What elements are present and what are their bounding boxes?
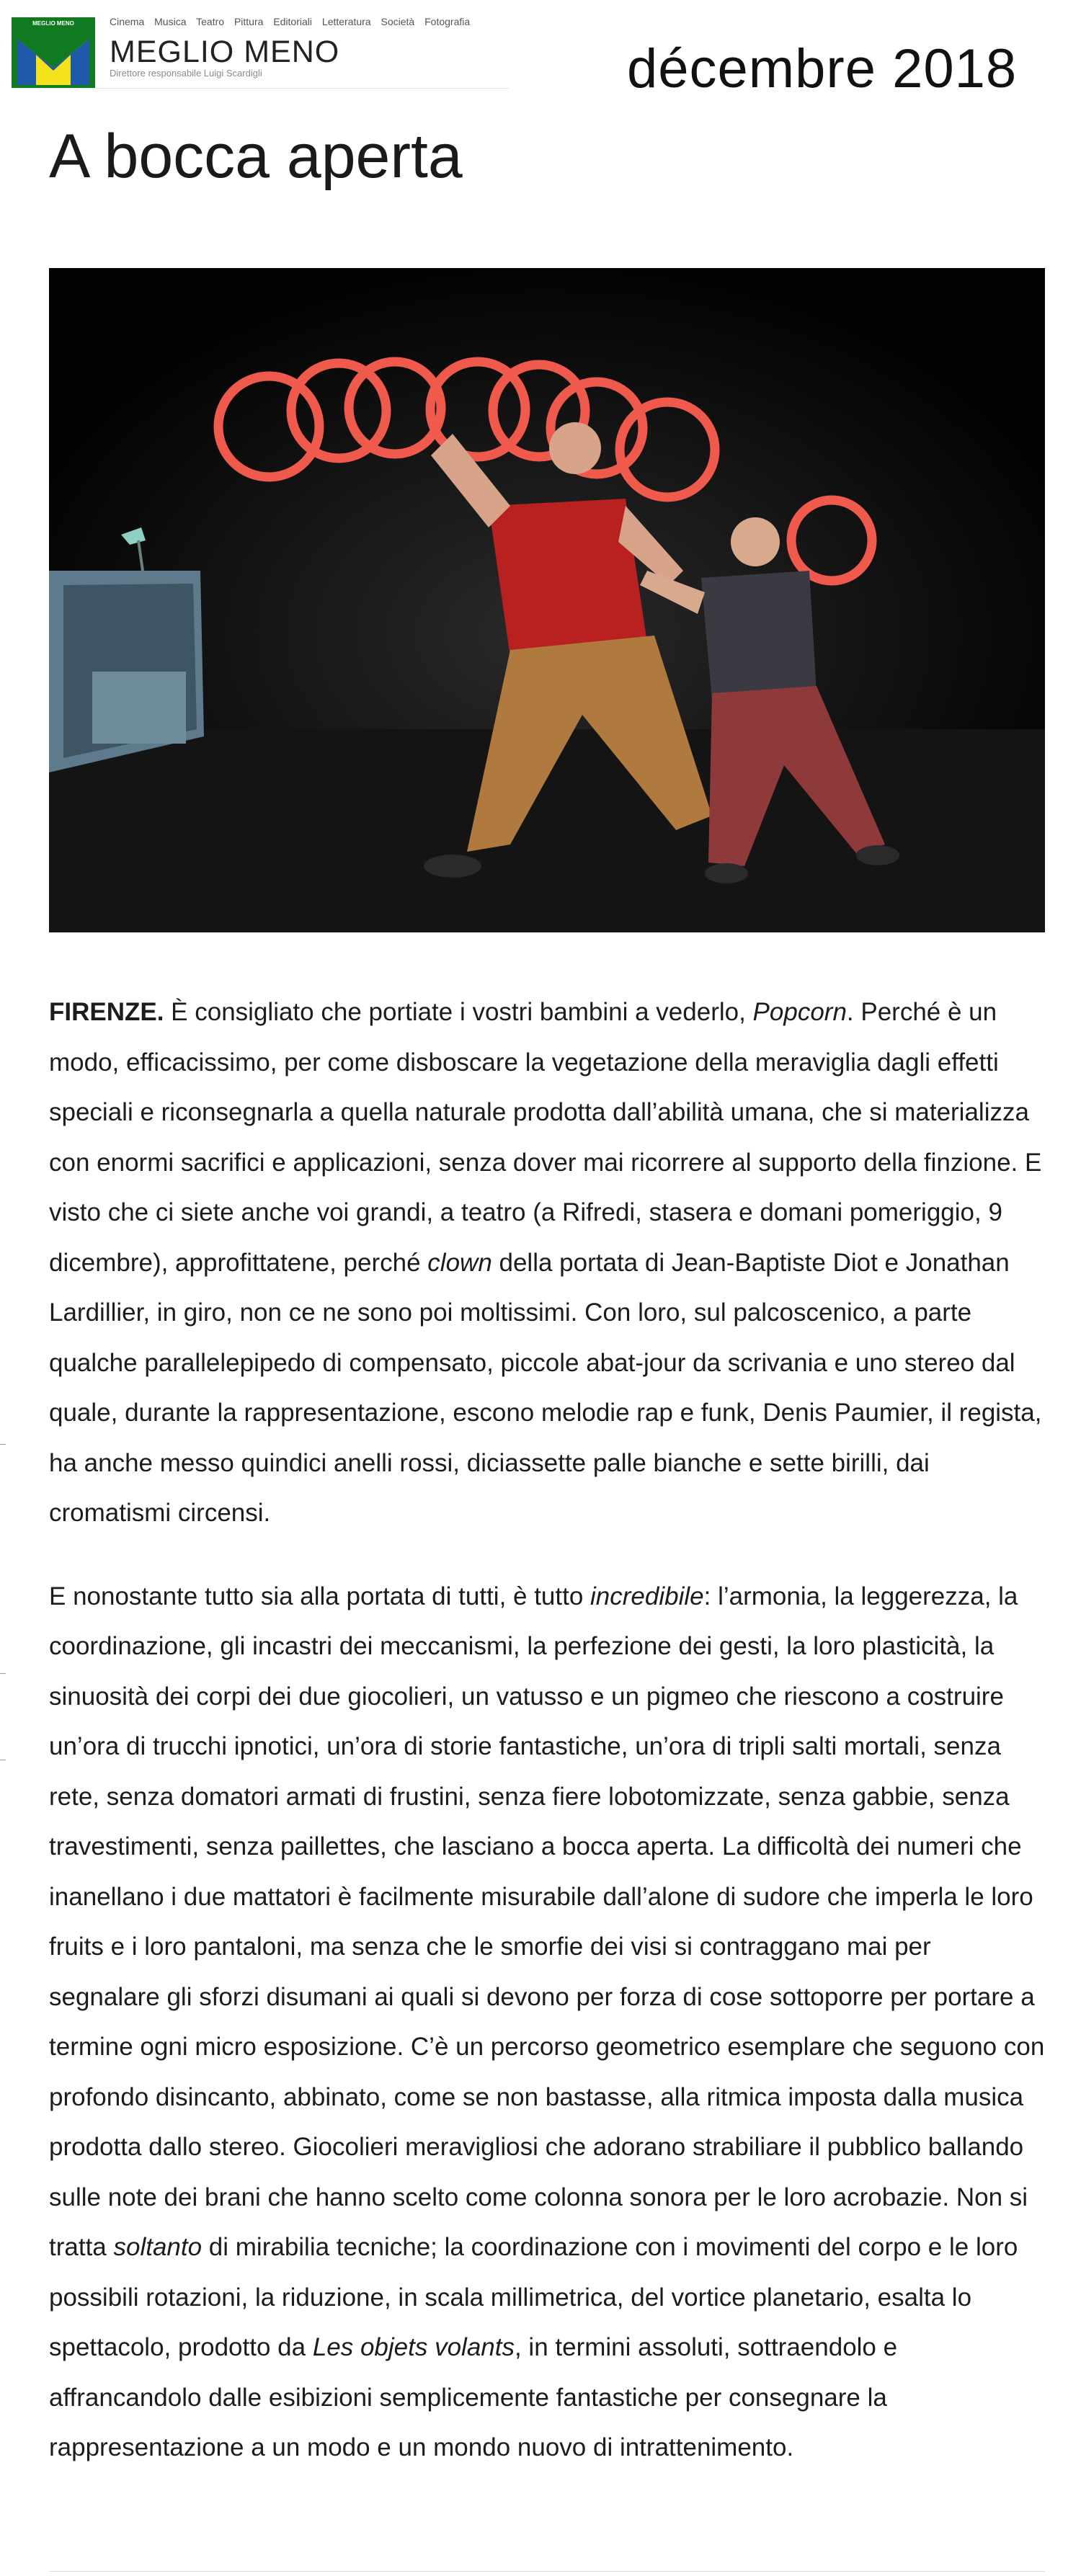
nav-item-cinema[interactable]: Cinema <box>110 16 145 27</box>
issue-date: décembre 2018 <box>627 38 1018 99</box>
article-paragraph-2 <box>49 1572 1048 2473</box>
text-run: . Perché è un modo, efficacissimo, per come disboscare la vegetazione della meraviglia dagli effetti speciali e riconsegnarla a quella naturale prodotta dall’abilità umana, che si materializza con enormi sacrifici e applicazioni, senza dover mai ricorrere al supporto della finzione. E visto che ci siete anche voi grandi, a teatro (a Rifredi, stasera e domani pomeriggio, 9 dicembre), approfittatene, perché <box>49 998 1042 1277</box>
text-run: E nonostante tutto sia alla portata di tutti, è tutto <box>49 1582 591 1610</box>
text-run: È consigliato che portiate i vostri bambini a vederlo, <box>164 998 753 1026</box>
text-run: : l’armonia, la leggerezza, la coordinazione, gli incastri dei meccanismi, la perfezione dei gesti, la loro plasticità, la sinuosità dei corpi dei due giocolieri, un vatusso e un pigmeo che riescono a costruire un’ora di trucchi ipnotici, un’ora di storie fantastiche, un’ora di tripli salti mortali, senza rete, senza domatori armati di frustini, senza fiere lobotomizzate, senza gabbie, senza travestimenti, senza paillettes, che lasciano a bocca aperta. La difficoltà dei numeri che inanellano i due mattatori è facilmente misurabile dall’alone di sudore che imperla le loro fruits e i loro pantaloni, ma senza che le smorfie dei visi si contraggano mai per segnalare gli sforzi disumani ai quali si devono per forza di cose sottoporre per portare a termine ogni micro esposizione. C’è un percorso geometrico esemplare che seguono con profondo disincanto, abbinato, come se non bastasse, alla ritmica imposta dalla musica prodotta dallo stereo. Giocolieri meravigliosi che adorano strabiliare il pubblico ballando sulle note dei brani che hanno scelto come colonna sonora per le loro acrobazie. Non si tratta <box>49 1582 1045 2261</box>
logo-text: MEGLIO MENO <box>32 20 74 27</box>
jugglers-photo <box>49 268 1045 932</box>
nav-item-fotografia[interactable]: Fotografia <box>424 16 471 27</box>
margin-mark <box>0 1673 6 1674</box>
margin-mark <box>0 1444 6 1445</box>
text-run: , in termini assoluti, sottraendolo e affrancandolo dalle esibizioni semplicemente fantastiche per consegnare la rappresentazione a un modo e un mondo nuovo di intrattenimento. <box>49 2333 898 2461</box>
text-run-italic: soltanto <box>113 2233 203 2261</box>
article-hero-image <box>49 268 1045 932</box>
nav-item-pittura[interactable]: Pittura <box>233 16 264 27</box>
article-title: A bocca aperta <box>49 122 463 191</box>
site-tagline: Direttore responsabile Luigi Scardigli <box>110 68 262 79</box>
main-nav <box>110 16 477 27</box>
dateline: FIRENZE. <box>49 998 164 1026</box>
article-paragraph-1 <box>49 987 1048 1538</box>
nav-item-musica[interactable]: Musica <box>154 16 187 27</box>
nav-item-teatro[interactable]: Teatro <box>196 16 225 27</box>
text-run-italic: Les objets volants <box>312 2333 515 2361</box>
logo-mark-icon <box>12 17 95 88</box>
text-run-italic: Popcorn <box>752 998 847 1026</box>
text-run-italic: clown <box>427 1248 492 1277</box>
nav-item-societa[interactable]: Società <box>381 16 415 27</box>
site-brand-name[interactable]: MEGLIO MENO <box>110 35 340 69</box>
footer-divider <box>49 2571 1045 2572</box>
text-run: di mirabilia tecniche; la coordinazione con i movimenti del corpo e le loro possibili rotazioni, la riduzione, in scala millimetrica, del vortice planetario, esalta lo spettacolo, prodotto da <box>49 2233 1018 2361</box>
nav-item-letteratura[interactable]: Letteratura <box>321 16 371 27</box>
text-run-italic: incredibile <box>590 1582 704 1610</box>
text-run: della portata di Jean-Baptiste Diot e Jonathan Lardillier, in giro, non ce ne sono poi moltissimi. Con loro, sul palcoscenico, a parte qualche parallelepipedo di compensato, piccole abat-jour da scrivania e uno stereo dal quale, durante la rappresentazione, escono melodie rap e funk, Denis Paumier, il regista, ha anche messo quindici anelli rossi, diciassette palle bianche e sette birilli, dai cromatismi circensi. <box>49 1248 1042 1527</box>
nav-item-editoriali[interactable]: Editoriali <box>273 16 313 27</box>
site-logo[interactable] <box>12 17 95 88</box>
site-header <box>12 13 509 89</box>
article-body <box>49 987 1048 2506</box>
